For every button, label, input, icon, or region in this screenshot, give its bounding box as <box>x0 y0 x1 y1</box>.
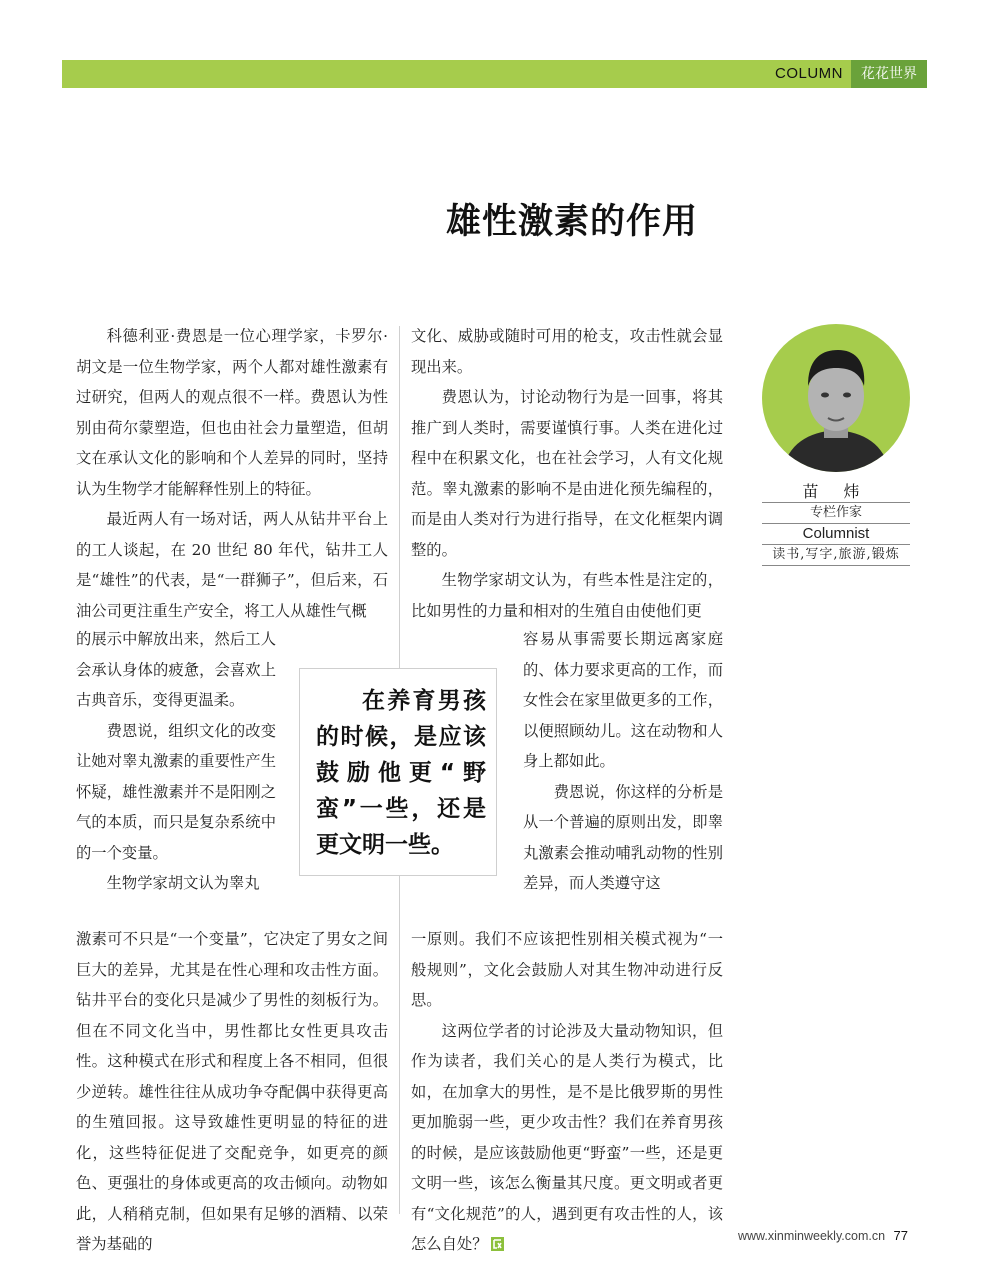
paragraph: 容易从事需要长期远离家庭的、体力要求更高的工作，而女性会在家里做更多的工作，以便照顾幼儿。这在动物和人身上都如此。 <box>523 630 723 770</box>
paragraph: 激素可不只是“一个变量”，它决定了男女之间巨大的差异，尤其是在性心理和攻击性方面。钻井平台的变化只是减少了男性的刻板行为。但在不同文化当中，男性都比女性更具攻击性。这种模式在形式和程度上各不相同，但很少逆转。雄性往往从成功争夺配偶中获得更高的生殖回报。这导致雄性更明显的特征的进化，这些特征促进了交配竞争，如更亮的颜色、更强壮的身体或更高的攻击倾向。动物如此，人稍稍克制，但如果有足够的酒精、以荣誉为基础的 <box>76 930 388 1253</box>
paragraph: 科德利亚·费恩是一位心理学家，卡罗尔·胡文是一位生物学家，两个人都对雄性激素有过研究，但两人的观点很不一样。费恩认为性别由荷尔蒙塑造，但也由社会力量塑造，但胡文在承认文化的影响和个人差异的同时，坚持认为生物学才能解释性别上的特征。 <box>76 327 388 498</box>
column-1-middle <box>76 624 276 899</box>
author-role-en: Columnist <box>762 523 910 544</box>
paragraph <box>411 1016 723 1260</box>
section-label: 花花世界 <box>851 60 927 88</box>
page-number: 77 <box>893 1228 908 1243</box>
author-role: 专栏作家 <box>762 502 910 523</box>
paragraph: 费恩说，组织文化的改变让她对睾丸激素的重要性产生怀疑，雄性激素并不是阳刚之气的本质，而只是复杂系统中的一个变量。 <box>76 721 276 862</box>
end-mark-icon <box>491 1237 504 1251</box>
paragraph: 文化、威胁或随时可用的枪支，攻击性就会显现出来。 <box>411 327 723 376</box>
paragraph: 最近两人有一场对话，两人从钻井平台上的工人谈起，在 20 世纪 80 年代，钻井工人是“雄性”的代表，是“一群狮子”，但后来，石油公司更注重生产安全，将工人从雄性气概 <box>76 510 388 620</box>
paragraph: 生物学家胡文认为，有些本性是注定的，比如男性的力量和相对的生殖自由使他们更 <box>411 571 723 620</box>
column-label: COLUMN <box>774 65 843 82</box>
paragraph: 一原则。我们不应该把性别相关模式视为“一般规则”，文化会鼓励人对其生物冲动进行反思。 <box>411 930 723 1009</box>
column-1-bottom <box>76 924 388 1260</box>
pull-quote-box <box>299 668 497 876</box>
author-avatar <box>762 324 910 472</box>
author-interests: 读书,写字,旅游,锻炼 <box>762 544 910 566</box>
column-1-top <box>76 321 388 626</box>
column-header-bar <box>62 60 927 88</box>
paragraph-text: 这两位学者的讨论涉及大量动物知识，但作为读者，我们关心的是人类行为模式，比如，在加拿大的男性，是不是比俄罗斯的男性更加脆弱一些，更少攻击性？我们在养育男孩的时候，是应该鼓励他更“野蛮”一些，还是更文明一些，该怎么衡量其尺度。更文明或者更有“文化规范”的人，遇到更有攻击性的人，该怎么自处？ <box>411 1021 723 1253</box>
footer-url[interactable]: www.xinminweekly.com.cn <box>738 1229 886 1243</box>
page-footer <box>738 1228 908 1243</box>
paragraph: 的展示中解放出来，然后工人会承认身体的疲惫，会喜欢上古典音乐，变得更温柔。 <box>76 630 276 709</box>
column-2-middle <box>523 624 723 899</box>
column-2-top <box>411 321 723 626</box>
paragraph: 费恩说，你这样的分析是从一个普遍的原则出发，即睾丸激素会推动哺乳动物的性别差异，而人类遵守这 <box>523 782 723 892</box>
author-byline <box>762 482 910 566</box>
article-title: 雄性激素的作用 <box>446 201 699 242</box>
column-2-bottom <box>411 924 723 1260</box>
author-portrait-icon <box>762 324 910 472</box>
paragraph: 生物学家胡文认为睾丸 <box>106 874 260 892</box>
paragraph: 费恩认为，讨论动物行为是一回事，将其推广到人类时，需要谨慎行事。人类在进化过程中在积累文化，也在社会学习，人有文化规范。睾丸激素的影响不是由进化预先编程的，而是由人类对行为进行指导，在文化框架内调整的。 <box>411 388 723 559</box>
pull-quote: 在养育男孩的时候，是应该鼓励他更“野蛮”一些，还是更文明一些。 <box>316 688 486 858</box>
author-name: 苗 炜 <box>802 482 870 501</box>
